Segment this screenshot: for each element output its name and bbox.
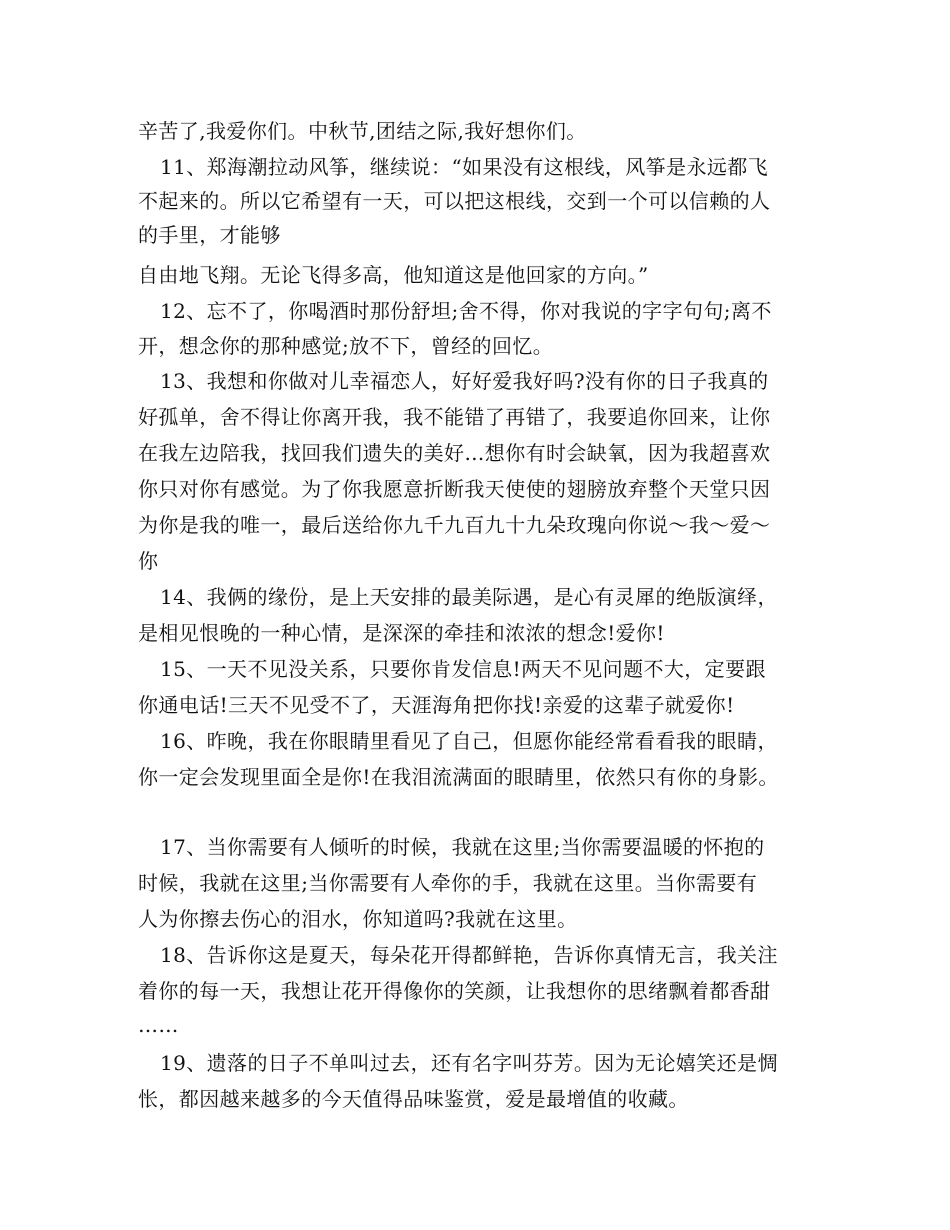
text-line: 17、当你需要有人倾听的时候，我就在这里;当你需要温暖的怀抱的 [160,835,765,859]
text-line: 18、告诉你这是夏天，每朵花开得都鲜艳，告诉你真情无言，我关注 [160,943,778,967]
text-line: 辛苦了,我爱你们。中秋节,团结之际,我好想你们。 [138,119,587,143]
text-line: 开，想念你的那种感觉;放不下，曾经的回忆。 [138,334,554,358]
text-line: 着你的每一天，我想让花开得像你的笑颜，让我想你的思绪飘着都香甜 [138,979,771,1003]
text-line: …… [138,1013,179,1037]
text-line: 时候，我就在这里;当你需要有人牵你的手，我就在这里。当你需要有 [138,871,758,895]
text-line: 的手里，才能够 [138,223,281,247]
text-line: 人为你擦去伤心的泪水，你知道吗?我就在这里。 [138,907,578,931]
text-line: 12、忘不了，你喝酒时那份舒坦;舍不得，你对我说的字字句句;离不 [160,299,772,323]
text-line: 你 [138,549,159,573]
text-line: 为你是我的唯一，最后送给你九千九百九十九朵玫瑰向你说～我～爱～ [138,513,771,537]
text-line: 15、一天不见没关系，只要你肯发信息!两天不见问题不大，定要跟 [160,657,766,681]
text-line: 在我左边陪我，找回我们遗失的美好…想你有时会缺氧，因为我超喜欢 [138,441,771,465]
text-line: 好孤单，舍不得让你离开我，我不能错了再错了，我要追你回来，让你 [138,405,771,429]
text-line: 19、遗落的日子不单叫过去，还有名字叫芬芳。因为无论嬉笑还是惆 [160,1051,778,1075]
text-line: 16、昨晚，我在你眼睛里看见了自己，但愿你能经常看看我的眼睛， [160,729,778,753]
text-line: 是相见恨晚的一种心情，是深深的牵挂和浓浓的想念!爱你! [138,621,665,645]
text-line: 不起来的。所以它希望有一天，可以把这根线，交到一个可以信赖的人 [138,189,771,213]
text-line: 自由地飞翔。无论飞得多高，他知道这是他回家的方向。” [138,263,649,287]
text-line: 怅，都因越来越多的今天值得品味鉴赏，爱是最增值的收藏。 [138,1087,689,1111]
text-line: 11、郑海潮拉动风筝，继续说：“如果没有这根线，风筝是永远都飞 [160,155,769,179]
text-line: 14、我俩的缘份，是上天安排的最美际遇，是心有灵犀的绝版演绎， [160,585,778,609]
text-line: 你通电话!三天不见受不了，天涯海角把你找!亲爱的这辈子就爱你! [138,693,735,717]
text-line: 13、我想和你做对儿幸福恋人，好好爱我好吗?没有你的日子我真的 [160,369,769,393]
text-line: 你一定会发现里面全是你!在我泪流满面的眼睛里，依然只有你的身影。 [138,765,779,789]
text-line: 你只对你有感觉。为了你我愿意折断我天使使的翅膀放弃整个天堂只因 [138,477,771,501]
